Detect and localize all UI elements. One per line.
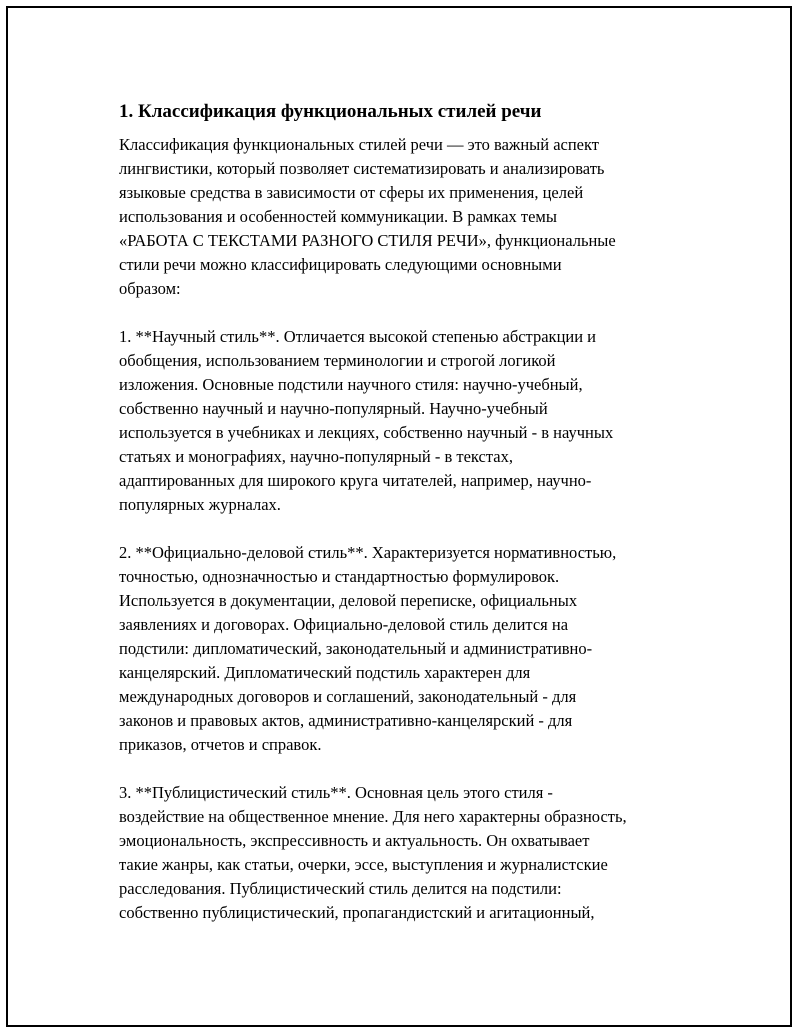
text-line: расследования. Публицистический стиль делится на подстили: <box>119 879 562 898</box>
text-line: подстили: дипломатический, законодательный и административно- <box>119 639 593 658</box>
text-line: использования и особенностей коммуникации. В рамках темы <box>119 207 557 226</box>
text-line: Классификация функциональных стилей речи — это важный аспект <box>119 135 600 154</box>
text-line: воздействие на общественное мнение. Для него характерны образность, <box>119 807 627 826</box>
text-line: собственно научный и научно-популярный. Научно-учебный <box>119 399 548 418</box>
document-page <box>6 6 792 1027</box>
text-line: статьях и монографиях, научно-популярный - в текстах, <box>119 447 513 466</box>
paragraph-spacer <box>119 517 699 541</box>
text-line: образом: <box>119 279 181 298</box>
text-line: Используется в документации, деловой переписке, официальных <box>119 591 578 610</box>
text-line: такие жанры, как статьи, очерки, эссе, выступления и журналистские <box>119 855 608 874</box>
text-line: точностью, однозначностью и стандартностью формулировок. <box>119 567 560 586</box>
text-line: эмоциональность, экспрессивность и актуальность. Он охватывает <box>119 831 590 850</box>
paragraph-spacer <box>119 301 699 325</box>
text-line: приказов, отчетов и справок. <box>119 735 322 754</box>
text-line: 3. **Публицистический стиль**. Основная цель этого стиля - <box>119 783 553 802</box>
text-line: 1. **Научный стиль**. Отличается высокой степенью абстракции и <box>119 327 597 346</box>
text-line: стили речи можно классифицировать следующими основными <box>119 255 562 274</box>
text-line: адаптированных для широкого круга читателей, например, научно- <box>119 471 592 490</box>
text-line: 2. **Официально-деловой стиль**. Характеризуется нормативностью, <box>119 543 617 562</box>
text-line: используется в учебниках и лекциях, собственно научный - в научных <box>119 423 614 442</box>
section-heading: 1. Классификация функциональных стилей речи <box>119 101 542 122</box>
text-line: изложения. Основные подстили научного стиля: научно-учебный, <box>119 375 583 394</box>
text-line: заявлениях и договорах. Официально-деловой стиль делится на <box>119 615 569 634</box>
text-line: международных договоров и соглашений, законодательный - для <box>119 687 577 706</box>
text-line: канцелярский. Дипломатический подстиль характерен для <box>119 663 531 682</box>
scientific-style-paragraph <box>119 325 699 517</box>
text-line: лингвистики, который позволяет систематизировать и анализировать <box>119 159 605 178</box>
document-body <box>119 100 699 925</box>
official-style-paragraph <box>119 541 699 757</box>
intro-paragraph <box>119 133 699 301</box>
text-line: языковые средства в зависимости от сферы их применения, целей <box>119 183 584 202</box>
text-line: собственно публицистический, пропагандистский и агитационный, <box>119 903 595 922</box>
text-line: «РАБОТА С ТЕКСТАМИ РАЗНОГО СТИЛЯ РЕЧИ», функциональные <box>119 231 616 250</box>
paragraph-spacer <box>119 757 699 781</box>
text-line: популярных журналах. <box>119 495 281 514</box>
text-line: обобщения, использованием терминологии и строгой логикой <box>119 351 556 370</box>
journalistic-style-paragraph <box>119 781 699 925</box>
text-line: законов и правовых актов, административно-канцелярский - для <box>119 711 573 730</box>
